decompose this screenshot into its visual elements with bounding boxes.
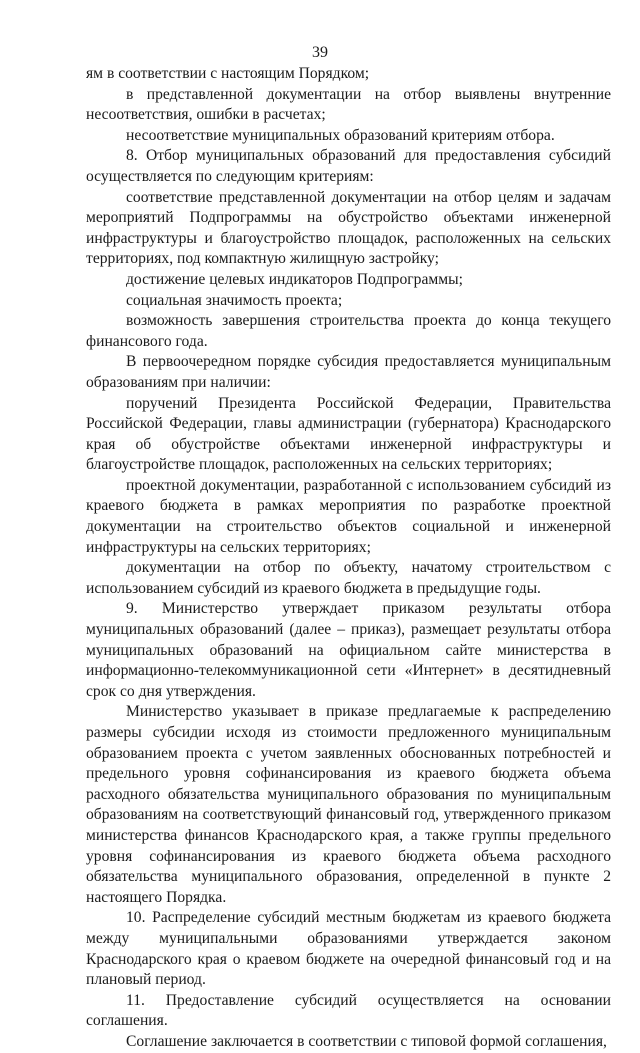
paragraph: несоответствие муниципальных образований критериям отбора. bbox=[126, 126, 555, 144]
paragraph: Соглашение заключается в соответствии с типовой формой соглашения, bbox=[126, 1032, 607, 1050]
paragraph: возможность завершения строительства проекта до конца текущего финансового года. bbox=[86, 312, 611, 350]
paragraph: проектной документации, разработанной с использованием субсидий из краевого бюджета в рамках мероприятия по разработке проектной документации на строительство объектов социальной и инженерной инфраструктуры на сельских территориях; bbox=[86, 476, 611, 556]
page-number: 39 bbox=[312, 44, 328, 61]
paragraph: 10. Распределение субсидий местным бюджетам из краевого бюджета между муниципальными образованиями утверждается законом Краснодарского края о краевом бюджете на очередной финансовый год и на плановый период. bbox=[86, 909, 611, 989]
paragraph: В первоочередном порядке субсидия предоставляется муниципальным образованиям при наличии: bbox=[86, 353, 611, 391]
paragraph: 8. Отбор муниципальных образований для предоставления субсидий осуществляется по следующим критериям: bbox=[86, 147, 611, 185]
paragraph: 11. Предоставление субсидий осуществляется на основании соглашения. bbox=[86, 991, 611, 1030]
paragraph: в представленной документации на отбор выявлены внутренние несоответствия, ошибки в расчетах; bbox=[86, 85, 611, 124]
paragraph: Министерство указывает в приказе предлагаемые к распределению размеры субсидии исходя из стоимости предложенного муниципальным образованием проекта с учетом заявленных обоснованных потребностей и предельного уровня софинансирования из краевого бюджета объема расходного обязательства муниципального образования по муниципальным образованиям на соответствующий финансовый год, утвержденного приказом министерства финансов Краснодарского края, а также группы предельного уровня софинансирования из краевого бюджета объема расходного обязательства муниципального образования, определенной в пункте 2 настоящего Порядка. bbox=[86, 703, 611, 906]
document-body bbox=[86, 64, 611, 1053]
paragraph: документации на отбор по объекту, начатому строительством с использованием субсидий из краевого бюджета в предыдущие годы. bbox=[86, 559, 611, 597]
paragraph: социальная значимость проекта; bbox=[126, 291, 343, 309]
paragraph: поручений Президента Российской Федерации, Правительства Российской Федерации, главы администрации (губернатора) Краснодарского края об обустройстве объектами инженерной инфраструктуры и благоустройстве площадок, расположенных на сельских территориях; bbox=[86, 394, 611, 474]
paragraph: ям в соответствии с настоящим Порядком; bbox=[86, 65, 370, 82]
paragraph: соответствие представленной документации на отбор целям и задачам мероприятий Подпрограммы на обустройство объектами инженерной инфраструктуры и благоустройство площадок, расположенных на сельских территориях, под компактную жилищную застройку; bbox=[86, 188, 611, 268]
paragraph: 9. Министерство утверждает приказом результаты отбора муниципальных образований (далее – приказ), размещает результаты отбора муниципальных образований на официальном сайте министерства в информационно-телекоммуникационной сети «Интернет» в десятидневный срок со дня утверждения. bbox=[86, 600, 611, 700]
paragraph: достижение целевых индикаторов Подпрограммы; bbox=[126, 270, 463, 288]
